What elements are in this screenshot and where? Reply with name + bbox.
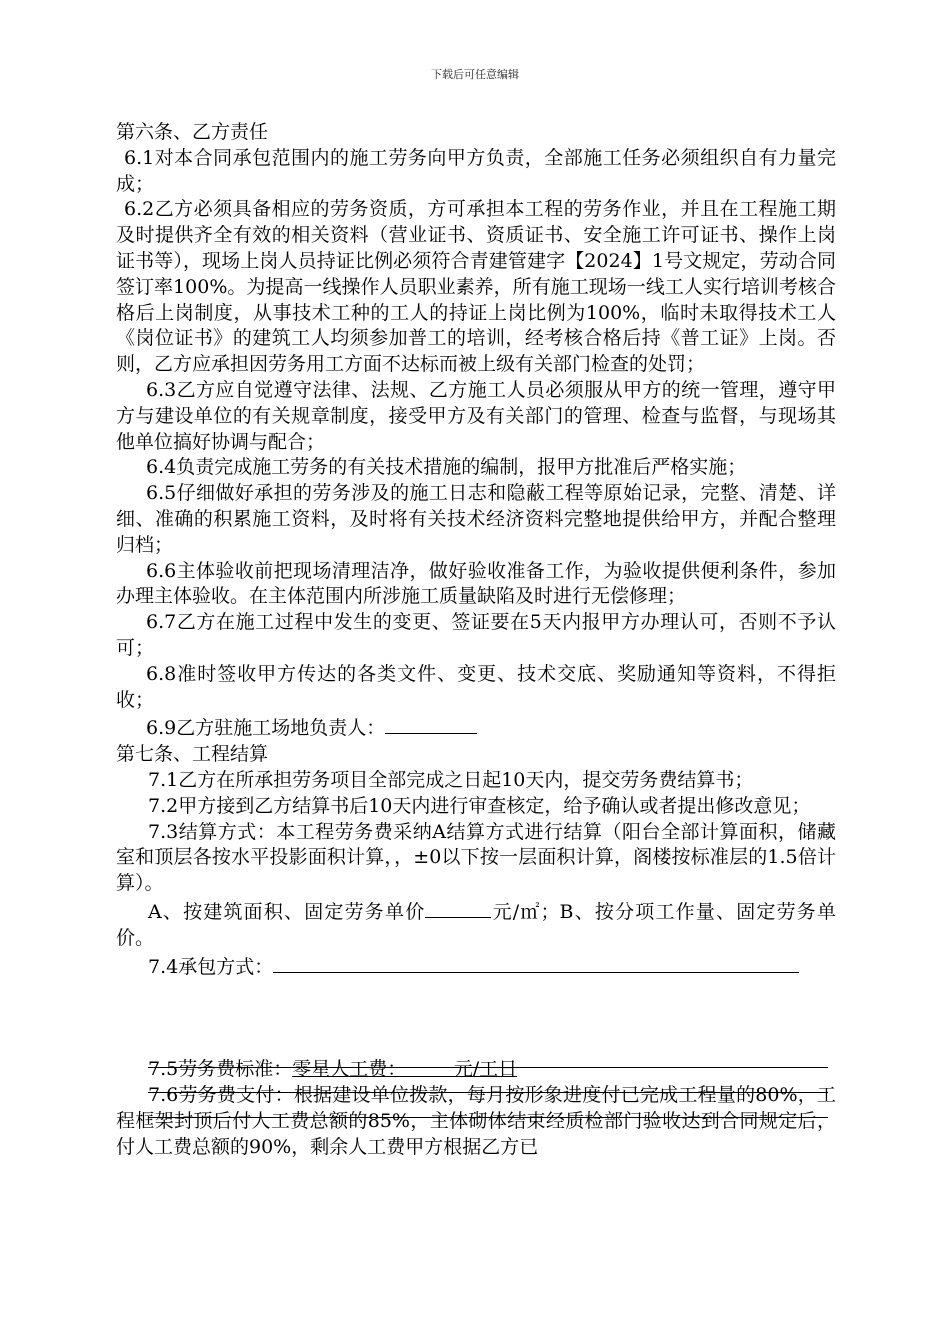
page-header: 下载后可任意编辑 <box>431 68 519 81</box>
site-manager-blank[interactable] <box>385 713 477 734</box>
article-7-title: 第七条、工程结算 <box>116 743 269 766</box>
clause-7-1: 7.1乙方在所承担劳务项目全部完成之日起10天内，提交劳务费结算书； <box>148 768 754 791</box>
clause-6-4: 6.4负责完成施工劳务的有关技术措施的编制，报甲方批准后严格实施； <box>146 456 747 479</box>
clause-6-2: 6.2乙方必须具备相应的劳务资质，方可承担本工程的劳务作业，并且在工程施工期及时提供齐全有效的相关资料（营业证书、资质证书、安全施工许可证书、操作上岗证书等），现场上岗人员持证比例必须符合青建管建字【2024】1号文规定，劳动合同签订率100%。为提高一线操作人员职业素养，所有施工现场一线工人实行培训考核合格后上岗制度，从事技术工种的工人的持证上岗比例为100%，临时未取得技术工人《岗位证书》的建筑工人均须参加普工的培训，经考核合格后持《普工证》上岗。否则，乙方应承担因劳务用工方面不达标而被上级有关部门检查的处罚； <box>116 198 836 376</box>
document-body <box>116 120 836 1160</box>
clause-7-3-a-suffix: 元/㎡；B、按分项工作量、固定劳务单价。 <box>116 900 836 949</box>
contract-mode-blank[interactable] <box>273 952 799 973</box>
clause-6-8: 6.8准时签收甲方传达的各类文件、变更、技术交底、奖励通知等资料，不得拒收； <box>116 662 836 711</box>
clause-6-9-label: 6.9乙方驻施工场地负责人： <box>146 717 386 740</box>
clause-6-3: 6.3乙方应自觉遵守法律、法规、乙方施工人员必须服从甲方的统一管理，遵守甲方与建设单位的有关规章制度，接受甲方及有关部门的管理、检查与监督，与现场其他单位搞好协调与配合； <box>116 378 836 453</box>
clause-7-5-label: 7.5劳务费标准： <box>148 1058 293 1081</box>
clause-7-5-value: 零星人工费： 元/工日 <box>292 1058 518 1081</box>
fill-line-2 <box>148 1092 828 1093</box>
clause-6-9 <box>116 713 836 742</box>
contract-mode-extra-lines-space <box>116 980 836 1057</box>
unit-price-blank[interactable] <box>425 897 491 918</box>
clause-7-3: 7.3结算方式：本工程劳务费采纳A结算方式进行结算（阳台全部计算面积，储藏室和顶层各按水平投影面积计算，，±0以下按一层面积计算，阁楼按标准层的1.5倍计算）。 <box>116 820 836 895</box>
clause-7-5 <box>116 1057 836 1083</box>
clause-6-6: 6.6主体验收前把现场清理洁净，做好验收准备工作，为验收提供便利条件，参加办理主体验收。在主体范围内所涉施工质量缺陷及时进行无偿修理； <box>116 559 836 608</box>
fill-line-1 <box>148 1067 828 1068</box>
clause-6-1: 6.1对本合同承包范围内的施工劳务向甲方负责，全部施工任务必须组织自有力量完成； <box>116 146 836 195</box>
fill-line-3 <box>148 1117 828 1118</box>
clause-6-5: 6.5仔细做好承担的劳务涉及的施工日志和隐蔽工程等原始记录，完整、清楚、详细、准确的积累施工资料，及时将有关技术经济资料完整地提供给甲方，并配合整理归档； <box>116 482 836 556</box>
clause-7-3-a <box>116 897 836 952</box>
clause-7-3-a-prefix: A、按建筑面积、固定劳务单价 <box>148 900 426 923</box>
clause-7-4 <box>116 952 836 981</box>
clause-7-6: 7.6劳务费支付：根据建设单位拨款，每月按形象进度付已完成工程量的80%，工程框架封顶后付人工费总额的85%，主体砌体结束经质检部门验收达到合同规定后，付人工费总额的90%，剩余人工费甲方根据乙方已 <box>116 1084 836 1158</box>
clause-7-2: 7.2甲方接到乙方结算书后10天内进行审查核定，给予确认或者提出修改意见； <box>148 794 811 817</box>
article-6-title: 第六条、乙方责任 <box>116 121 269 143</box>
clause-6-7: 6.7乙方在施工过程中发生的变更、签证要在5天内报甲方办理认可，否则不予认可； <box>116 611 836 659</box>
clause-7-4-label: 7.4承包方式： <box>148 955 274 978</box>
